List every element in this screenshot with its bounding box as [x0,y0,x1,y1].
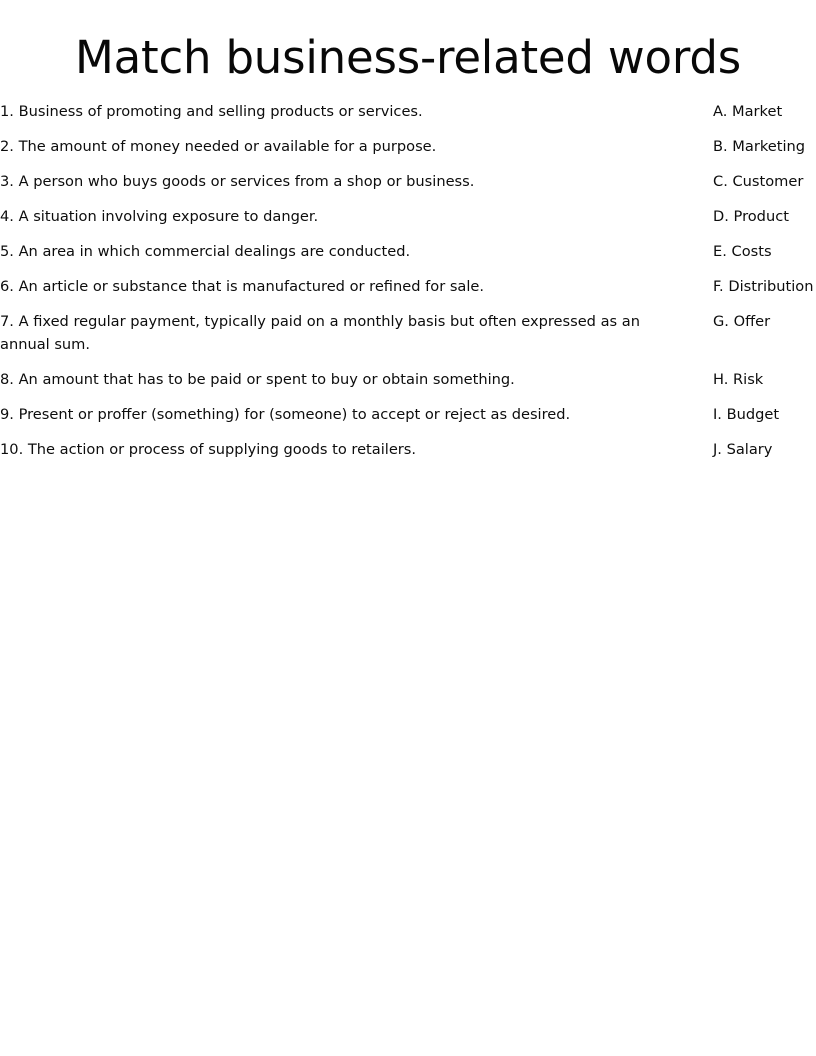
definition-text: A person who buys goods or services from a shop or business. [18,173,475,191]
definition-cell[interactable] [0,205,328,228]
definition-cell[interactable] [0,240,420,263]
definition-number: 4. [0,208,14,226]
answer-word: Budget [726,406,780,424]
answer-cell[interactable] [713,170,816,193]
definition-text: An amount that has to be paid or spent to buy or obtain something. [18,371,515,389]
definition-text: The action or process of supplying goods to retailers. [27,441,417,459]
answer-word: Marketing [732,138,806,156]
matching-exercise-list [0,87,816,461]
definition-cell[interactable] [0,135,446,158]
answer-word: Customer [732,173,804,191]
definition-number: 8. [0,371,14,389]
answer-letter: E. [713,243,727,261]
definition-text: Business of promoting and selling products or services. [18,103,423,121]
definition-cell[interactable] [0,368,525,391]
definition-number: 5. [0,243,14,261]
answer-letter: F. [713,278,724,296]
match-row [0,205,816,228]
answer-letter: B. [713,138,728,156]
answer-word: Market [732,103,783,121]
match-row [0,100,816,123]
definition-cell[interactable] [0,170,484,193]
answer-cell[interactable] [713,368,816,391]
answer-word: Product [733,208,789,226]
match-row [0,403,816,426]
answer-cell[interactable] [713,100,816,123]
answer-word: Risk [733,371,764,389]
definition-cell[interactable] [0,438,426,461]
answer-cell[interactable] [713,438,816,461]
answer-cell[interactable] [713,240,816,263]
answer-word: Distribution [728,278,814,296]
definition-cell[interactable] [0,275,494,298]
answer-cell[interactable] [713,310,816,333]
answer-letter: G. [713,313,729,331]
answer-word: Costs [731,243,772,261]
answer-word: Salary [726,441,773,459]
answer-cell[interactable] [713,135,816,158]
definition-number: 1. [0,103,14,121]
match-row [0,170,816,193]
definition-number: 2. [0,138,14,156]
answer-cell[interactable] [713,403,816,426]
definition-number: 3. [0,173,14,191]
definition-cell[interactable] [0,310,700,356]
definition-number: 6. [0,278,14,296]
answer-letter: A. [713,103,728,121]
definition-text: Present or proffer (something) for (someone) to accept or reject as desired. [18,406,571,424]
answer-letter: I. [713,406,722,424]
answer-word: Offer [733,313,771,331]
definition-text: The amount of money needed or available for a purpose. [18,138,437,156]
definition-text: A fixed regular payment, typically paid on a monthly basis but often expressed as an annual sum. [0,313,640,354]
answer-cell[interactable] [713,275,816,298]
answer-letter: H. [713,371,729,389]
definition-number: 7. [0,313,14,331]
answer-cell[interactable] [713,205,816,228]
definition-cell[interactable] [0,403,580,426]
definition-cell[interactable] [0,100,433,123]
page-title: Match business-related words [75,31,741,84]
match-row [0,135,816,158]
match-row [0,240,816,263]
answer-letter: C. [713,173,728,191]
definition-number: 10. [0,441,24,459]
answer-letter: D. [713,208,729,226]
match-row [0,368,816,391]
definition-text: An article or substance that is manufactured or refined for sale. [18,278,485,296]
match-row [0,275,816,298]
definition-text: A situation involving exposure to danger. [18,208,319,226]
definition-number: 9. [0,406,14,424]
match-row [0,438,816,461]
definition-text: An area in which commercial dealings are conducted. [18,243,411,261]
match-row [0,310,816,356]
answer-letter: J. [713,441,722,459]
